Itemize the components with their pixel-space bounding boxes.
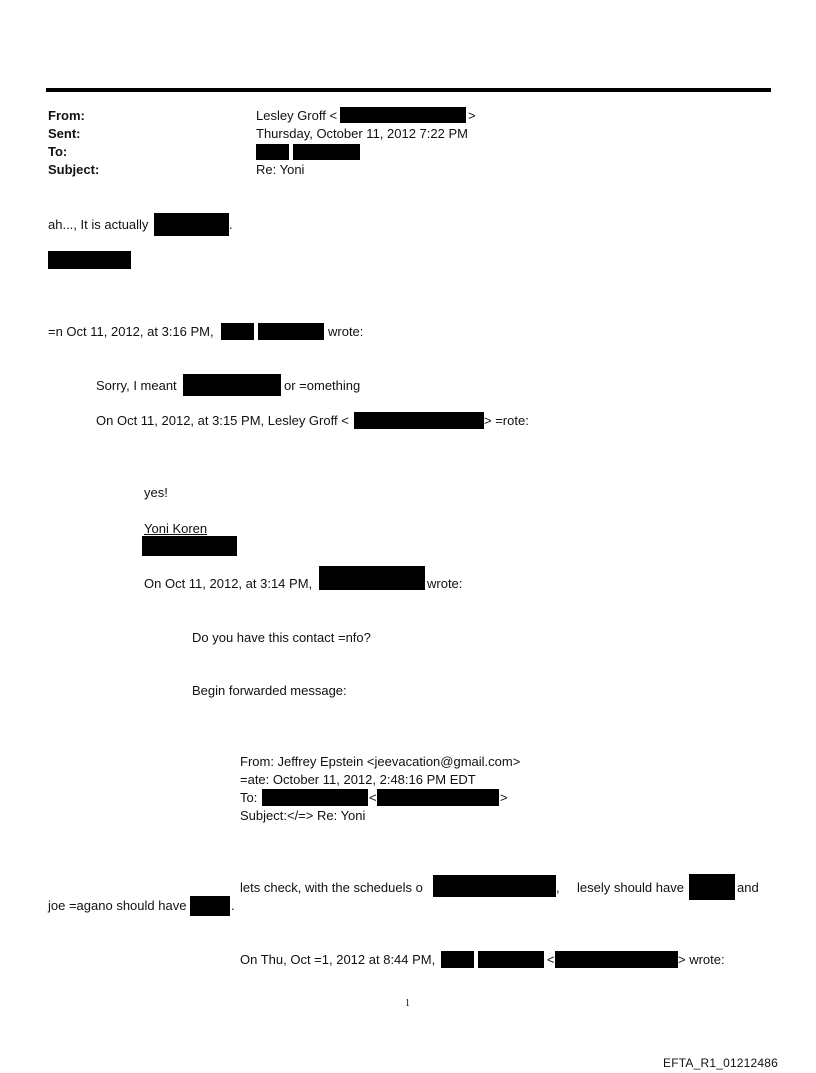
sorry-prefix: Sorry, I meant — [96, 378, 177, 393]
fwd-date: =ate: October 11, 2012, 2:48:16 PM EDT — [240, 772, 476, 787]
redaction-quote1-first — [221, 323, 254, 340]
fwd-to-lt: < — [369, 790, 377, 805]
redaction-last-first — [441, 951, 474, 968]
quote3-suffix: wrote: — [427, 576, 463, 591]
quote2-prefix: On Oct 11, 2012, at 3:15 PM, Lesley Groff < — [96, 413, 349, 428]
last-quote-prefix: On Thu, Oct =1, 2012 at 8:44 PM, — [240, 952, 436, 967]
subject-label: Subject: — [48, 162, 100, 177]
redaction-signature — [48, 251, 131, 269]
reply-text-prefix: ah..., It is actually — [48, 217, 149, 232]
page-number: 1 — [405, 998, 410, 1009]
redaction-to-first — [256, 144, 289, 160]
redaction-quote3-name — [319, 566, 425, 590]
from-close: > — [468, 108, 476, 123]
yes-text: yes! — [144, 485, 168, 500]
quote2-suffix: > =rote: — [484, 413, 529, 428]
from-name: Lesley Groff < — [256, 108, 338, 123]
sorry-suffix: or =omething — [284, 378, 361, 393]
document-id: EFTA_R1_01212486 — [663, 1056, 779, 1070]
redaction-signature-phone — [142, 536, 237, 556]
redaction-joe-item — [190, 896, 230, 916]
header-divider — [46, 88, 771, 92]
redaction-actual-name — [154, 213, 229, 236]
redaction-fwd-to-email — [377, 789, 499, 806]
redaction-meant-name — [183, 374, 281, 396]
last-quote-lt: < — [547, 952, 555, 967]
last-quote-suffix: > wrote: — [678, 952, 725, 967]
redaction-fwd-to-name — [262, 789, 368, 806]
quote1-suffix: wrote: — [328, 324, 364, 339]
contact-question: Do you have this contact =nfo? — [192, 630, 371, 645]
check-mid: lesely should have — [577, 880, 684, 895]
redaction-quote2-email — [354, 412, 484, 429]
redaction-to-last — [293, 144, 360, 160]
fwd-to-gt: > — [500, 790, 508, 805]
joe-suffix: . — [231, 898, 235, 913]
redaction-quote1-last — [258, 323, 324, 340]
redaction-from-email — [340, 107, 466, 123]
to-label: To: — [48, 144, 68, 159]
from-label: From: — [48, 108, 85, 123]
redaction-schedule-names — [433, 875, 556, 897]
sent-label: Sent: — [48, 126, 81, 141]
joe-prefix: joe =agano should have — [48, 898, 187, 913]
sent-value: Thursday, October 11, 2012 7:22 PM — [256, 126, 468, 141]
reply-text-suffix: . — [229, 217, 233, 232]
fwd-subject: Subject:</=> Re: Yoni — [240, 808, 366, 823]
begin-forwarded: Begin forwarded message: — [192, 683, 347, 698]
check-comma: , — [556, 880, 560, 895]
subject-value: Re: Yoni — [256, 162, 305, 177]
redaction-last-last — [478, 951, 544, 968]
fwd-from: From: Jeffrey Epstein <jeevacation@gmail.com> — [240, 754, 521, 769]
signature-name: Yoni Koren — [144, 521, 208, 536]
quote3-prefix: On Oct 11, 2012, at 3:14 PM, — [144, 576, 313, 591]
redaction-lesely-item — [689, 874, 735, 900]
quote1-prefix: =n Oct 11, 2012, at 3:16 PM, — [48, 324, 214, 339]
fwd-to-label: To: — [240, 790, 258, 805]
check-prefix: lets check, with the scheduels o — [240, 880, 423, 895]
redaction-last-email — [555, 951, 678, 968]
check-and: and — [737, 880, 759, 895]
